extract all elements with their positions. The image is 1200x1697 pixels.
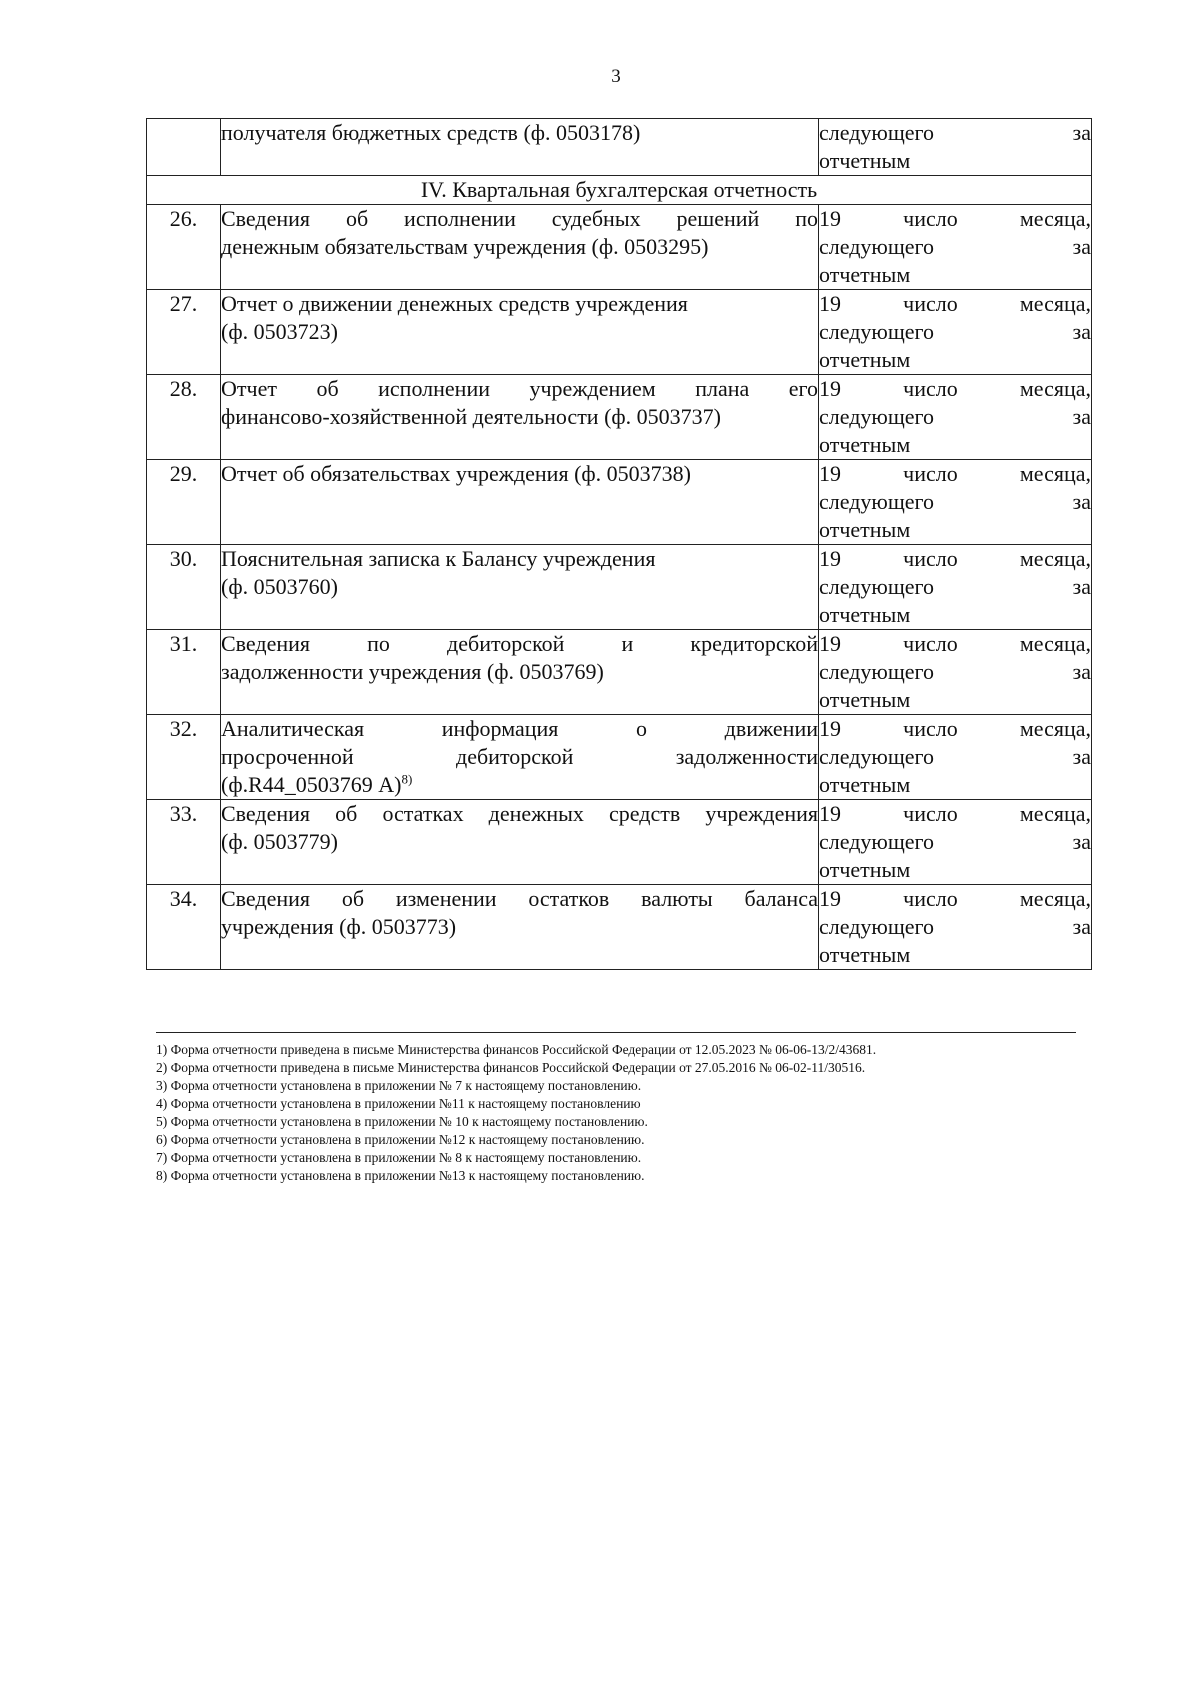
table-row: [147, 460, 1092, 545]
section-title: IV. Квартальная бухгалтерская отчетность: [147, 176, 1092, 205]
form-name-line: (ф. 0503779): [221, 829, 338, 854]
table-row: [147, 545, 1092, 630]
deadline-word: 19: [819, 886, 841, 911]
deadline-word: следующего: [819, 914, 935, 939]
deadline-cell: [819, 375, 1092, 460]
row-number: 30.: [147, 545, 221, 630]
table-row: [147, 715, 1092, 800]
form-name-line: Сведения об остатках денежных средств учреждения: [221, 801, 818, 826]
footnote: 8) Форма отчетности установлена в приложении №13 к настоящему постановлению.: [156, 1168, 645, 1183]
deadline-word: следующего: [819, 120, 935, 145]
row-number: 26.: [147, 205, 221, 290]
row-number: 27.: [147, 290, 221, 375]
table-row-carry: [147, 119, 1092, 176]
table-row: [147, 375, 1092, 460]
reporting-table: [146, 118, 1092, 970]
deadline-word: за: [1072, 319, 1091, 344]
deadline-word: 19: [819, 376, 841, 401]
deadline-cell: [819, 119, 1092, 176]
table-row: [147, 205, 1092, 290]
deadline-word: месяца,: [1019, 546, 1091, 571]
deadline-word: за: [1072, 829, 1091, 854]
footnote: 7) Форма отчетности установлена в приложении № 8 к настоящему постановлению.: [156, 1150, 642, 1165]
deadline-cell: [819, 460, 1092, 545]
deadline-cell: [819, 630, 1092, 715]
deadline-word: отчетным: [819, 148, 911, 173]
deadline-word: число: [903, 631, 958, 656]
deadline-word: число: [903, 206, 958, 231]
deadline-word: отчетным: [819, 772, 911, 797]
form-name-cell: [221, 545, 819, 630]
deadline-word: отчетным: [819, 857, 911, 882]
deadline-word: число: [903, 546, 958, 571]
deadline-word: месяца,: [1019, 291, 1091, 316]
deadline-word: отчетным: [819, 942, 911, 967]
page-number: 3: [611, 66, 621, 87]
form-name-line: Отчет о движении денежных средств учреждения: [221, 291, 688, 316]
deadline-word: следующего: [819, 744, 935, 769]
form-name-line: (ф. 0503723): [221, 319, 338, 344]
form-name-line: (ф. 0503760): [221, 574, 338, 599]
table-row: [147, 800, 1092, 885]
form-name-cell: [221, 375, 819, 460]
deadline-word: отчетным: [819, 347, 911, 372]
deadline-word: следующего: [819, 489, 935, 514]
deadline-cell: [819, 205, 1092, 290]
deadline-word: 19: [819, 801, 841, 826]
row-number: 33.: [147, 800, 221, 885]
deadline-word: 19: [819, 461, 841, 486]
deadline-word: отчетным: [819, 432, 911, 457]
form-name-line: финансово-хозяйственной деятельности (ф. 0503737): [221, 404, 721, 429]
deadline-word: 19: [819, 546, 841, 571]
deadline-word: число: [903, 291, 958, 316]
deadline-cell: [819, 290, 1092, 375]
deadline-word: число: [903, 461, 958, 486]
deadline-word: месяца,: [1019, 716, 1091, 741]
deadline-word: за: [1072, 659, 1091, 684]
deadline-word: число: [903, 801, 958, 826]
row-number: 34.: [147, 885, 221, 970]
deadline-word: за: [1072, 744, 1091, 769]
row-number-cell: [147, 119, 221, 176]
deadline-word: за: [1072, 914, 1091, 939]
form-name-line: Сведения об исполнении судебных решений по: [221, 206, 818, 231]
form-name-cell: [221, 800, 819, 885]
deadline-word: 19: [819, 206, 841, 231]
footnote: 2) Форма отчетности приведена в письме Министерства финансов Российской Федерации от 27.05.2016 № 06-02-11/30516.: [156, 1060, 866, 1075]
deadline-word: следующего: [819, 829, 935, 854]
deadline-cell: [819, 885, 1092, 970]
form-name-line: Отчет об обязательствах учреждения (ф. 0503738): [221, 461, 691, 486]
deadline-word: месяца,: [1019, 376, 1091, 401]
deadline-word: следующего: [819, 659, 935, 684]
deadline-word: число: [903, 716, 958, 741]
footnote: 5) Форма отчетности установлена в приложении № 10 к настоящему постановлению.: [156, 1114, 648, 1129]
deadline-cell: [819, 545, 1092, 630]
form-name-line: Сведения по дебиторской и кредиторской: [221, 631, 818, 656]
footnote: 3) Форма отчетности установлена в приложении № 7 к настоящему постановлению.: [156, 1078, 642, 1093]
deadline-word: отчетным: [819, 262, 911, 287]
deadline-word: за: [1072, 120, 1091, 145]
form-name-line: Аналитическая информация о движении: [221, 716, 818, 741]
form-name-line: денежным обязательствам учреждения (ф. 0503295): [221, 234, 709, 259]
form-name-line: [221, 771, 818, 799]
form-name-cell: [221, 205, 819, 290]
form-name-cell: [221, 715, 819, 800]
form-name-line: Пояснительная записка к Балансу учреждения: [221, 546, 656, 571]
deadline-word: следующего: [819, 234, 935, 259]
footnote: 6) Форма отчетности установлена в приложении №12 к настоящему постановлению.: [156, 1132, 645, 1147]
row-number: 31.: [147, 630, 221, 715]
form-name-cell: [221, 290, 819, 375]
deadline-word: 19: [819, 291, 841, 316]
table-row: [147, 630, 1092, 715]
row-number: 28.: [147, 375, 221, 460]
deadline-word: отчетным: [819, 517, 911, 542]
row-number: 29.: [147, 460, 221, 545]
deadline-word: число: [903, 376, 958, 401]
form-name-cell: [221, 119, 819, 176]
deadline-word: за: [1072, 404, 1091, 429]
deadline-word: 19: [819, 631, 841, 656]
table-row: [147, 885, 1092, 970]
deadline-word: число: [903, 886, 958, 911]
deadline-word: месяца,: [1019, 801, 1091, 826]
deadline-word: месяца,: [1019, 206, 1091, 231]
deadline-cell: [819, 715, 1092, 800]
row-number: 32.: [147, 715, 221, 800]
form-name-cell: [221, 885, 819, 970]
form-name-text: получателя бюджетных средств (ф. 0503178): [221, 120, 641, 145]
deadline-word: следующего: [819, 574, 935, 599]
footnote: 4) Форма отчетности установлена в приложении №11 к настоящему постановлению: [156, 1096, 641, 1111]
form-name-line: просроченной дебиторской задолженности: [221, 744, 818, 769]
section-heading-row: [147, 176, 1092, 205]
deadline-word: 19: [819, 716, 841, 741]
form-name-line: Сведения об изменении остатков валюты баланса: [221, 886, 818, 911]
form-name-cell: [221, 630, 819, 715]
form-name-line: задолженности учреждения (ф. 0503769): [221, 659, 604, 684]
footnote: 1) Форма отчетности приведена в письме Министерства финансов Российской Федерации от 12.05.2023 № 06-06-13/2/43681.: [156, 1042, 877, 1057]
deadline-word: за: [1072, 489, 1091, 514]
deadline-word: месяца,: [1019, 461, 1091, 486]
deadline-word: отчетным: [819, 687, 911, 712]
deadline-word: месяца,: [1019, 631, 1091, 656]
deadline-word: за: [1072, 574, 1091, 599]
deadline-cell: [819, 800, 1092, 885]
deadline-word: следующего: [819, 404, 935, 429]
deadline-word: за: [1072, 234, 1091, 259]
form-name-line: Отчет об исполнении учреждением плана его: [221, 376, 818, 401]
table-row: [147, 290, 1092, 375]
deadline-word: следующего: [819, 319, 935, 344]
deadline-word: месяца,: [1019, 886, 1091, 911]
footnote-ref: 8): [401, 771, 413, 787]
form-name-line: учреждения (ф. 0503773): [221, 914, 457, 939]
footnotes: [156, 1032, 1076, 1185]
form-name-cell: [221, 460, 819, 545]
deadline-word: отчетным: [819, 602, 911, 627]
form-name-line: (ф.R44_0503769 А): [221, 772, 402, 797]
